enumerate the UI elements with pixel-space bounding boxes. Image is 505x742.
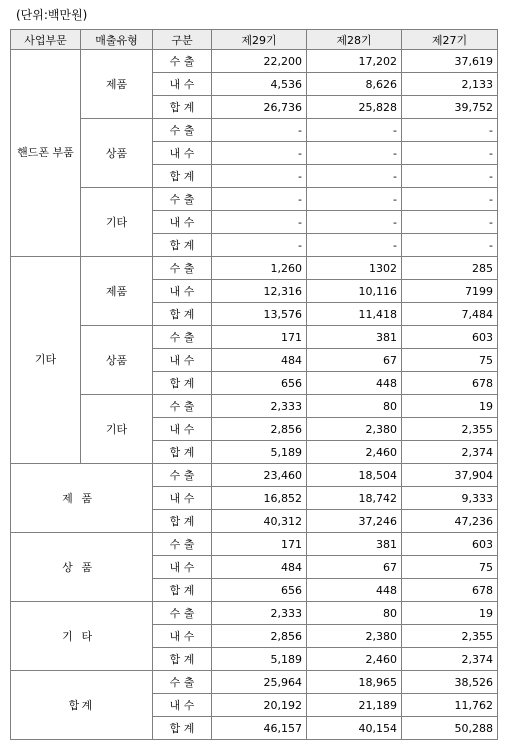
- value-cell: -: [307, 188, 402, 211]
- value-cell: -: [402, 211, 498, 234]
- value-cell: 67: [307, 349, 402, 372]
- value-cell: 448: [307, 579, 402, 602]
- value-cell: -: [212, 211, 307, 234]
- value-cell: 4,536: [212, 73, 307, 96]
- row-label: 합 계: [153, 234, 212, 257]
- value-cell: 603: [402, 326, 498, 349]
- sales-type-name: 기타: [81, 188, 153, 257]
- value-cell: 17,202: [307, 50, 402, 73]
- value-cell: -: [402, 234, 498, 257]
- table-row: [11, 50, 498, 73]
- value-cell: -: [307, 142, 402, 165]
- value-cell: -: [212, 142, 307, 165]
- sales-type-name: 제품: [81, 257, 153, 326]
- sales-type-name: 제품: [81, 50, 153, 119]
- header-category: 구분: [153, 30, 212, 50]
- value-cell: 16,852: [212, 487, 307, 510]
- table-row: [11, 188, 498, 211]
- value-cell: 2,460: [307, 648, 402, 671]
- row-label: 합 계: [153, 510, 212, 533]
- table-row: [11, 119, 498, 142]
- value-cell: 171: [212, 533, 307, 556]
- value-cell: 656: [212, 579, 307, 602]
- value-cell: 2,856: [212, 625, 307, 648]
- row-label: 수 출: [153, 602, 212, 625]
- table-row: [11, 671, 498, 694]
- row-label: 내 수: [153, 625, 212, 648]
- row-label: 수 출: [153, 464, 212, 487]
- header-sales-type: 매출유형: [81, 30, 153, 50]
- row-label: 수 출: [153, 50, 212, 73]
- row-label: 합 계: [153, 372, 212, 395]
- table-row: [11, 395, 498, 418]
- value-cell: 285: [402, 257, 498, 280]
- header-period-27: 제27기: [402, 30, 498, 50]
- value-cell: 2,380: [307, 625, 402, 648]
- row-label: 내 수: [153, 280, 212, 303]
- value-cell: -: [307, 211, 402, 234]
- value-cell: 2,374: [402, 648, 498, 671]
- header-period-28: 제28기: [307, 30, 402, 50]
- row-label: 합 계: [153, 441, 212, 464]
- value-cell: -: [402, 142, 498, 165]
- table-row: [11, 257, 498, 280]
- value-cell: 12,316: [212, 280, 307, 303]
- segment-name: 핸드폰 부품: [11, 50, 81, 257]
- value-cell: 448: [307, 372, 402, 395]
- row-label: 내 수: [153, 142, 212, 165]
- value-cell: 484: [212, 556, 307, 579]
- value-cell: 381: [307, 326, 402, 349]
- row-label: 수 출: [153, 395, 212, 418]
- row-label: 수 출: [153, 533, 212, 556]
- table-row: [11, 464, 498, 487]
- total-group-name: 상품: [11, 533, 153, 602]
- row-label: 수 출: [153, 326, 212, 349]
- segment-name: 기타: [11, 257, 81, 464]
- value-cell: 23,460: [212, 464, 307, 487]
- value-cell: 25,964: [212, 671, 307, 694]
- header-period-29: 제29기: [212, 30, 307, 50]
- row-label: 내 수: [153, 349, 212, 372]
- value-cell: -: [402, 165, 498, 188]
- value-cell: 40,312: [212, 510, 307, 533]
- total-group-name: 기타: [11, 602, 153, 671]
- value-cell: 19: [402, 602, 498, 625]
- value-cell: 2,380: [307, 418, 402, 441]
- value-cell: 80: [307, 602, 402, 625]
- value-cell: 25,828: [307, 96, 402, 119]
- value-cell: 678: [402, 372, 498, 395]
- table-row: [11, 533, 498, 556]
- value-cell: 2,333: [212, 395, 307, 418]
- table-row: [11, 602, 498, 625]
- value-cell: 381: [307, 533, 402, 556]
- value-cell: 38,526: [402, 671, 498, 694]
- value-cell: 22,200: [212, 50, 307, 73]
- header-segment: 사업부문: [11, 30, 81, 50]
- value-cell: 678: [402, 579, 498, 602]
- value-cell: -: [402, 119, 498, 142]
- value-cell: -: [212, 165, 307, 188]
- value-cell: 50,288: [402, 717, 498, 740]
- value-cell: 1302: [307, 257, 402, 280]
- row-label: 수 출: [153, 671, 212, 694]
- value-cell: 2,856: [212, 418, 307, 441]
- row-label: 합 계: [153, 96, 212, 119]
- value-cell: 5,189: [212, 441, 307, 464]
- row-label: 합 계: [153, 165, 212, 188]
- value-cell: -: [402, 188, 498, 211]
- value-cell: 10,116: [307, 280, 402, 303]
- sales-type-name: 기타: [81, 395, 153, 464]
- row-label: 수 출: [153, 257, 212, 280]
- value-cell: -: [307, 119, 402, 142]
- value-cell: -: [307, 165, 402, 188]
- row-label: 수 출: [153, 119, 212, 142]
- value-cell: 67: [307, 556, 402, 579]
- value-cell: 2,460: [307, 441, 402, 464]
- value-cell: 40,154: [307, 717, 402, 740]
- value-cell: 26,736: [212, 96, 307, 119]
- table-row: [11, 326, 498, 349]
- value-cell: 2,333: [212, 602, 307, 625]
- value-cell: 11,418: [307, 303, 402, 326]
- value-cell: 2,355: [402, 625, 498, 648]
- row-label: 합 계: [153, 303, 212, 326]
- value-cell: 656: [212, 372, 307, 395]
- value-cell: 2,355: [402, 418, 498, 441]
- value-cell: 7,484: [402, 303, 498, 326]
- value-cell: 21,189: [307, 694, 402, 717]
- row-label: 합 계: [153, 579, 212, 602]
- sales-table: [10, 29, 498, 740]
- value-cell: 39,752: [402, 96, 498, 119]
- value-cell: 75: [402, 349, 498, 372]
- row-label: 내 수: [153, 418, 212, 441]
- value-cell: -: [212, 188, 307, 211]
- value-cell: 18,504: [307, 464, 402, 487]
- row-label: 내 수: [153, 556, 212, 579]
- unit-label: (단위:백만원): [16, 8, 88, 22]
- value-cell: 20,192: [212, 694, 307, 717]
- table-body: [11, 50, 498, 740]
- sales-type-name: 상품: [81, 326, 153, 395]
- value-cell: 7199: [402, 280, 498, 303]
- value-cell: 5,189: [212, 648, 307, 671]
- row-label: 합 계: [153, 717, 212, 740]
- value-cell: 8,626: [307, 73, 402, 96]
- value-cell: 484: [212, 349, 307, 372]
- value-cell: 37,246: [307, 510, 402, 533]
- value-cell: -: [212, 119, 307, 142]
- value-cell: 80: [307, 395, 402, 418]
- value-cell: 11,762: [402, 694, 498, 717]
- value-cell: 18,742: [307, 487, 402, 510]
- value-cell: 19: [402, 395, 498, 418]
- value-cell: 46,157: [212, 717, 307, 740]
- value-cell: 13,576: [212, 303, 307, 326]
- value-cell: 2,133: [402, 73, 498, 96]
- value-cell: 75: [402, 556, 498, 579]
- row-label: 합 계: [153, 648, 212, 671]
- value-cell: 9,333: [402, 487, 498, 510]
- sales-type-name: 상품: [81, 119, 153, 188]
- value-cell: 37,619: [402, 50, 498, 73]
- row-label: 내 수: [153, 694, 212, 717]
- row-label: 수 출: [153, 188, 212, 211]
- row-label: 내 수: [153, 211, 212, 234]
- value-cell: 37,904: [402, 464, 498, 487]
- row-label: 내 수: [153, 487, 212, 510]
- value-cell: 1,260: [212, 257, 307, 280]
- value-cell: -: [212, 234, 307, 257]
- row-label: 내 수: [153, 73, 212, 96]
- value-cell: 603: [402, 533, 498, 556]
- value-cell: 2,374: [402, 441, 498, 464]
- total-group-name: 합계: [11, 671, 153, 740]
- header-row: [11, 30, 498, 50]
- value-cell: -: [307, 234, 402, 257]
- value-cell: 18,965: [307, 671, 402, 694]
- total-group-name: 제품: [11, 464, 153, 533]
- value-cell: 171: [212, 326, 307, 349]
- value-cell: 47,236: [402, 510, 498, 533]
